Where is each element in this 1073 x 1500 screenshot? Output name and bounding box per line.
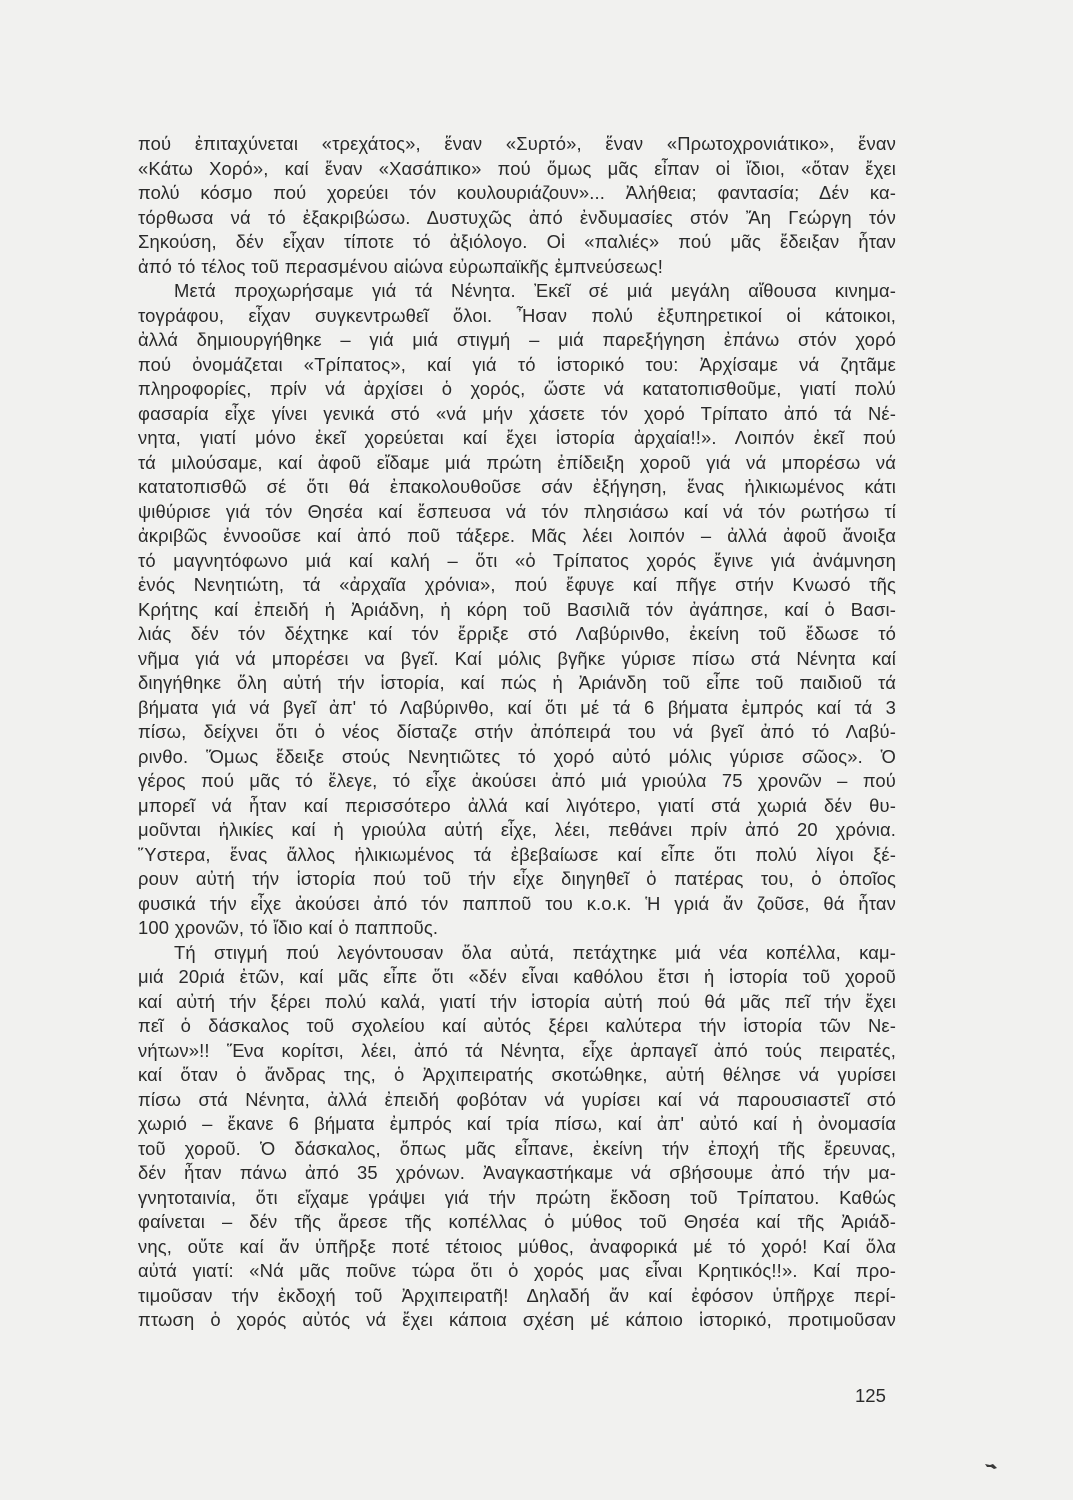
text-line: γνητοταινία, ὅτι εἴχαμε γράψει γιά τήν πρώτη ἔκδοση τοῦ Τρίπατου. Καθώς (138, 1186, 896, 1208)
text-line: μιά 20ριά ἐτῶν, καί μᾶς εἶπε ὅτι «δέν εἶναι καθόλου ἔτσι ἡ ἱστορία τοῦ χοροῦ (138, 966, 896, 987)
text-line: ἑνός Νενητιώτη, τά «ἀρχαῖα χρόνια», πού ἔφυγε καί πῆγε στήν Κνωσό τῆς (138, 574, 896, 595)
text-line: νῆμα γιά νά μπορέσει να βγεῖ. Καί μόλις βγῆκε γύρισε πίσω στά Νένητα καί (138, 647, 896, 669)
text-line: ρινθο. Ὅμως ἔδειξε στούς Νενητιῶτες τό χορό αὐτό μόλις γύρισε σῶος». Ὁ (138, 745, 896, 767)
paragraph (138, 941, 896, 1333)
text-line: βήματα γιά νά βγεῖ ἀπ' τό Λαβύρινθο, καί ὅτι μέ τά 6 βήματα ἐμπρός καί τά 3 (138, 696, 896, 718)
text-line: πολύ κόσμο πού χορεύει τόν κουλουριάζουν»... Ἀλήθεια; φαντασία; Δέν κα- (138, 182, 896, 203)
text-line: φυσικά τήν εἶχε ἀκούσει ἀπό τόν παπποῦ του κ.ο.κ. Ἡ γριά ἄν ζοῦσε, θά ἦταν (138, 892, 896, 914)
ink-speck-mark (984, 1462, 998, 1470)
paragraph (138, 132, 896, 279)
page-number: 125 (855, 1385, 886, 1406)
text-line: ψιθύρισε γιά τόν Θησέα καί ἔσπευσα νά τόν πλησιάσω καί νά τόν ρωτήσω τί (138, 500, 896, 522)
text-line: τιμοῦσαν τήν ἐκδοχή τοῦ Ἀρχιπειρατῆ! Δηλαδή ἄν καί ἐφόσον ὑπῆρχε περί- (138, 1284, 896, 1306)
text-line: πεῖ ὁ δάσκαλος τοῦ σχολείου καί αὐτός ξέρει καλύτερα τήν ἱστορία τῶν Νε- (138, 1015, 896, 1036)
text-line: νήτων»!! Ἕνα κορίτσι, λέει, ἀπό τά Νένητα, εἶχε ἁρπαγεῖ ἀπό τούς πειρατές, (138, 1039, 896, 1061)
text-line: χωριό – ἔκανε 6 βήματα ἐμπρός καί τρία πίσω, καί ἀπ' αὐτό καί ἡ ὀνομασία (138, 1113, 896, 1134)
text-line: τό μαγνητόφωνο μιά καί καλή – ὅτι «ὁ Τρίπατος χορός ἔγινε γιά ἀνάμνηση (138, 549, 896, 571)
text-line: φασαρία εἶχε γίνει γενικά στό «νά μήν χάσετε τόν χορό Τρίπατο ἀπό τά Νέ- (138, 402, 896, 424)
text-line: ἀπό τό τέλος τοῦ περασμένου αἰώνα εὐρωπαϊκῆς ἐμπνεύσεως! (138, 255, 664, 277)
text-line: τόρθωσα νά τό ἐξακριβώσω. Δυστυχῶς ἀπό ἐνδυμασίες στόν Ἄη Γεώργη τόν (138, 206, 896, 228)
text-line: καί αὐτή τήν ξέρει πολύ καλά, γιατί τήν ἱστορία αὐτή πού θά μᾶς πεῖ τήν ἔχει (138, 990, 896, 1012)
text-line: λιάς δέν τόν δέχτηκε καί τόν ἔρριξε στό Λαβύρινθο, ἐκείνη τοῦ ἔδωσε τό (138, 623, 896, 644)
text-line: αὐτά γιατί: «Νά μᾶς ποῦνε τώρα ὅτι ὁ χορός μας εἶναι Κρητικός!!». Καί προ- (138, 1260, 896, 1281)
text-line: Μετά προχωρήσαμε γιά τά Νένητα. Ἐκεῖ σέ μιά μεγάλη αἴθουσα κινημα- (174, 280, 896, 301)
text-line: μπορεῖ νά ἦταν καί περισσότερο ἀλλά καί λιγότερο, γιατί στά χωριά δέν θυ- (138, 794, 896, 816)
text-line: κατατοπισθῶ σέ ὅτι θά ἐπακολουθοῦσε σάν ἐξήγηση, ἕνας ἡλικιωμένος κάτι (138, 476, 896, 497)
paragraph (138, 279, 896, 941)
text-line: «Κάτω Χορό», καί ἕναν «Χασάπικο» πού ὅμως μᾶς εἶπαν οἱ ἴδιοι, «ὅταν ἔχει (138, 157, 896, 179)
text-line: πού ἐπιταχύνεται «τρεχάτος», ἕναν «Συρτό», ἕναν «Πρωτοχρονιάτικο», ἕναν (138, 133, 896, 154)
text-line: πτωση ὁ χορός αὐτός νά ἔχει κάποια σχέση μέ κάποιο ἱστορικό, προτιμοῦσαν (138, 1309, 896, 1330)
text-line: πληροφορίες, πρίν νά ἀρχίσει ὁ χορός, ὥστε νά κατατοπισθοῦμε, γιατί πολύ (138, 378, 896, 399)
text-line: τά μιλούσαμε, καί ἀφοῦ εἴδαμε μιά πρώτη ἐπίδειξη χοροῦ γιά νά μπορέσω νά (138, 451, 896, 473)
text-line: 100 χρονῶν, τό ἴδιο καί ὁ παπποῦς. (138, 917, 439, 938)
text-line: Κρήτης καί ἐπειδή ἡ Ἀριάδνη, ἡ κόρη τοῦ Βασιλιᾶ τόν ἀγάπησε, καί ὁ Βασι- (138, 598, 896, 620)
text-line: νης, οὔτε καί ἄν ὑπῆρξε ποτέ τέτοιος μύθος, ἀναφορικά μέ τό χορό! Καί ὅλα (138, 1235, 896, 1257)
text-line: πίσω, δείχνει ὅτι ὁ νέος δίσταζε στήν ἀπόπειρά του νά βγεῖ ἀπό τό Λαβύ- (138, 721, 896, 742)
text-line: Τή στιγμή πού λεγόντουσαν ὅλα αὐτά, πετάχτηκε μιά νέα κοπέλλα, καμ- (174, 941, 896, 963)
text-line: νητα, γιατί μόνο ἐκεῖ χορεύεται καί ἔχει ἱστορία ἀρχαία!!». Λοιπόν ἐκεῖ πού (138, 427, 896, 448)
text-line: μοῦνται ἡλικίες καί ἡ γριούλα αὐτή εἶχε, λέει, πεθάνει πρίν ἀπό 20 χρόνια. (138, 819, 896, 840)
text-line: πού ὀνομάζεται «Τρίπατος», καί γιά τό ἱστορικό του: Ἀρχίσαμε νά ζητᾶμε (138, 353, 896, 375)
text-line: πίσω στά Νένητα, ἀλλά ἐπειδή φοβόταν νά γυρίσει καί νά παρουσιαστεῖ στό (138, 1088, 896, 1110)
text-line: ρουν αὐτή τήν ἱστορία πού τοῦ τήν εἶχε διηγηθεῖ ὁ πατέρας του, ὁ ὁποῖος (138, 868, 896, 889)
text-line: Ὕστερα, ἕνας ἄλλος ἡλικιωμένος τά ἐβεβαίωσε καί εἶπε ὅτι πολύ λίγοι ξέ- (138, 843, 896, 865)
text-line: δέν ἦταν πάνω ἀπό 35 χρόνων. Ἀναγκαστήκαμε νά σβήσουμε ἀπό τήν μα- (138, 1162, 896, 1183)
text-line: διηγήθηκε ὅλη αὐτή τήν ἱστορία, καί πώς ἡ Ἀριάνδη τοῦ εἶπε τοῦ παιδιοῦ τά (138, 672, 896, 693)
text-line: Σηκούση, δέν εἶχαν τίποτε τό ἀξιόλογο. Οἱ «παλιές» πού μᾶς ἔδειξαν ἦταν (138, 231, 896, 252)
text-line: καί ὅταν ὁ ἄνδρας της, ὁ Ἀρχιπειρατής σκοτώθηκε, αὐτή θέλησε νά γυρίσει (138, 1064, 896, 1085)
text-line: φαίνεται – δέν τῆς ἄρεσε τῆς κοπέλλας ὁ μύθος τοῦ Θησέα καί τῆς Ἀριάδ- (138, 1211, 896, 1232)
text-line: γέρος πού μᾶς τό ἔλεγε, τό εἶχε ἀκούσει ἀπό μιά γριούλα 75 χρονῶν – πού (138, 770, 896, 791)
body-text (138, 132, 896, 1333)
text-line: τογράφου, εἶχαν συγκεντρωθεῖ ὅλοι. Ἦσαν πολύ ἐξυπηρετικοί οἱ κάτοικοι, (138, 304, 896, 326)
text-line: ἀλλά δημιουργήθηκε – γιά μιά στιγμή – μιά παρεξήγηση ἐπάνω στόν χορό (138, 329, 896, 350)
text-line: ἀκριβῶς ἐννοοῦσε καί ἀπό ποῦ τάξερε. Μᾶς λέει λοιπόν – ἀλλά ἀφοῦ ἄνοιξα (138, 525, 896, 546)
text-line: τοῦ χοροῦ. Ὁ δάσκαλος, ὅπως μᾶς εἶπανε, ἐκείνη τήν ἐποχή τῆς ἔρευνας, (138, 1137, 896, 1159)
